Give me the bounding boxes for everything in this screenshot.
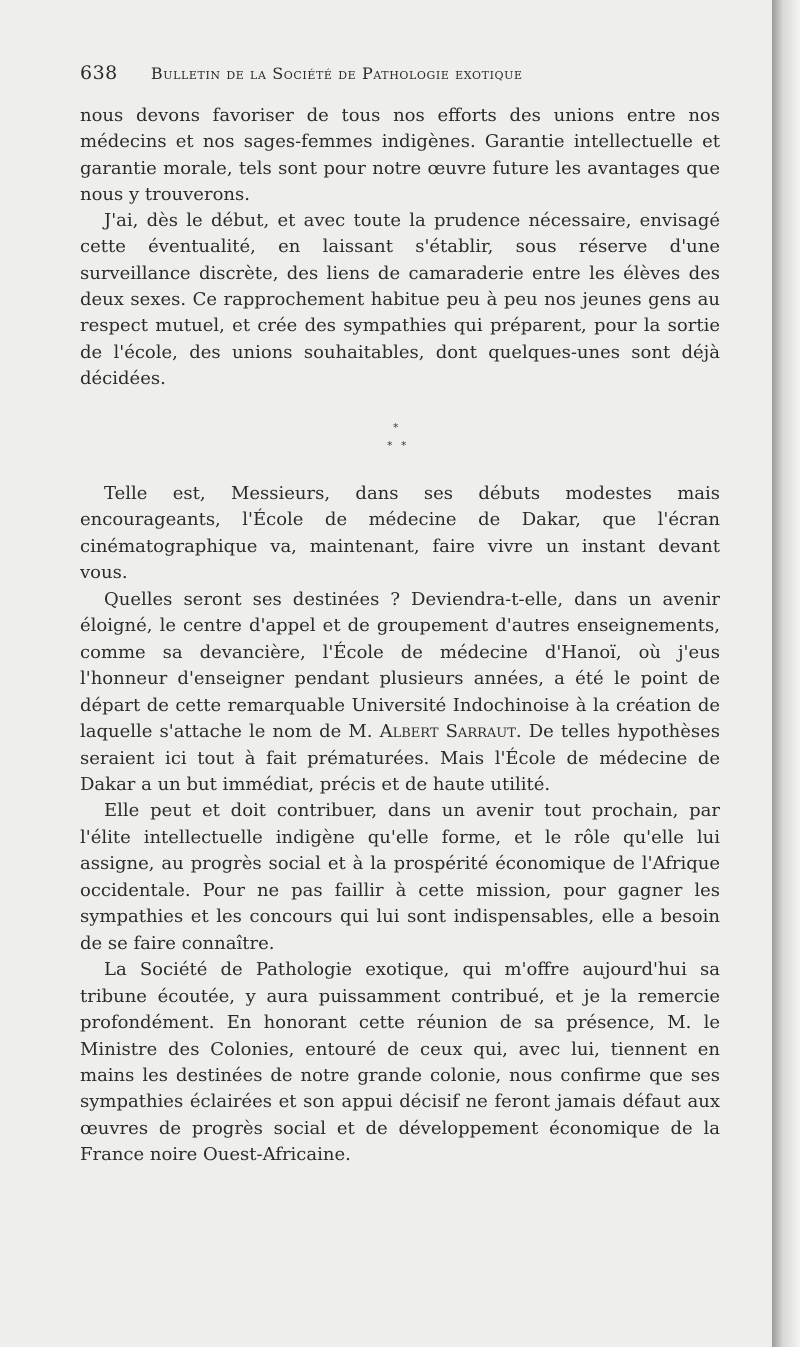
paragraph: J'ai, dès le début, et avec toute la prudence nécessaire, envisagé cette éventualité, en laissant s'établir, sous réserve d'une surveillance discrète, des liens de camaraderie entre les élèves des deux sexes. Ce rapprochement habitue peu à peu nos jeunes gens au respect mutuel, et crée des sympathies qui préparent, pour la sortie de l'école, des unions souhaitables, dont quelques-unes sont déjà décidées. <box>80 210 720 389</box>
person-name: Albert Sarraut <box>379 721 516 743</box>
section-separator <box>345 418 425 458</box>
separator-asterisk: * <box>401 439 407 452</box>
page-number: 638 <box>80 62 118 84</box>
text-block-top <box>80 103 720 392</box>
journal-title: Bulletin de la Société de Pathologie exotique <box>150 64 523 83</box>
paragraph <box>80 587 720 799</box>
paragraph-text: Quelles seront ses destinées ? Deviendra-t-elle, dans un avenir éloigné, le centre d'appel et de groupement d'autres enseignements, comme sa devancière, l'École de médecine d'Hanoï, où j'eus l'honneur d'enseigner pendant plusieurs années, a été le point de départ de cette remarquable Université Indochinoise à la création de laquelle s'attache le nom de M. <box>80 588 720 743</box>
paragraph: Elle peut et doit contribuer, dans un avenir tout prochain, par l'élite intellectuelle indigène qu'elle forme, et le rôle qu'elle lui assigne, au progrès social et à la prospérité économique de l'Afrique occidentale. Pour ne pas faillir à cette mission, pour gagner les sympathies et les concours qui lui sont indispensables, elle a besoin de se faire connaître. <box>80 800 720 954</box>
running-header <box>80 62 720 90</box>
paragraph-text: . De telles hypothèses seraient ici tout à fait prématurées. Mais l'École de médecine de Dakar a un but immédiat, précis et de haute utilité. <box>80 721 720 795</box>
paragraph: La Société de Pathologie exotique, qui m'offre aujourd'hui sa tribune écoutée, y aura puissamment contribué, et je la remercie profondément. En honorant cette réunion de sa présence, M. le Ministre des Colonies, entouré de ceux qui, avec lui, tiennent en mains les destinées de notre grande colonie, nous confirme que ses sympathies éclairées et son appui décisif ne feront jamais défaut aux œuvres de progrès social et de développement économique de la France noire Ouest-Africaine. <box>80 959 720 1166</box>
page-edge-shadow <box>772 0 800 1347</box>
paragraph: nous devons favoriser de tous nos efforts des unions entre nos médecins et nos sages-femmes indigènes. Garantie intellectuelle et garantie morale, tels sont pour notre œuvre future les avantages que nous y trouverons. <box>80 105 720 205</box>
separator-asterisk: * <box>387 439 393 452</box>
text-block-bottom <box>80 481 720 1169</box>
paragraph: Telle est, Messieurs, dans ses débuts modestes mais encourageants, l'École de médecine de Dakar, que l'écran cinématographique va, maintenant, faire vivre un instant devant vous. <box>80 483 720 584</box>
separator-asterisk: * <box>393 421 399 434</box>
